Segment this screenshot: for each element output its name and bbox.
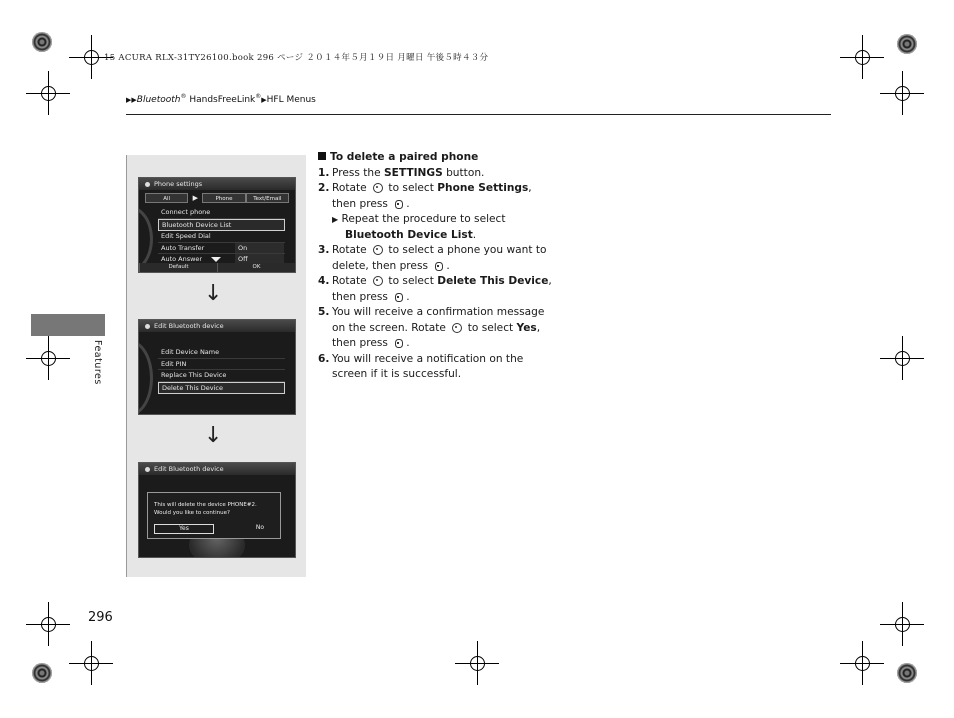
title-dot-icon [145, 467, 150, 472]
breadcrumb-arrows-icon: ▶▶ [126, 96, 137, 104]
breadcrumb-handsfreelink: HandsFreeLink [186, 95, 256, 105]
step-1: 1. Press the SETTINGS button. [318, 166, 485, 179]
instructions [318, 150, 558, 383]
breadcrumb-arrow-icon: ▶ [261, 96, 267, 104]
tab-arrow-icon: ▶ [192, 194, 199, 202]
corner-target-icon [32, 663, 52, 683]
title-dot-icon [145, 182, 150, 187]
ok-softkey: OK [217, 263, 295, 272]
selector-arc [138, 340, 153, 415]
press-knob-icon [393, 199, 404, 208]
corner-target-icon [32, 32, 52, 52]
edit-device-screen [138, 319, 296, 415]
page-number: 296 [88, 610, 113, 625]
file-header: 15 ACURA RLX-31TY26100.book 296 ページ ２０１４年５月１９日 月曜日 午後５時４３分 [104, 53, 489, 63]
tab-text-email: Text/Email [246, 193, 289, 203]
menu-row-delete-device: Delete This Device [158, 382, 285, 395]
header-rule [126, 114, 831, 115]
step-6: 6. You will receive a notification on the screen if it is successful. [318, 352, 524, 380]
section-tab [31, 314, 105, 336]
no-button: No [255, 524, 265, 531]
rotate-knob-icon [372, 183, 383, 192]
step-2: 2. Rotate to select Phone Settings, then press . [318, 182, 532, 210]
confirm-dialog [147, 492, 281, 539]
confirm-message: This will delete the device PHONE#2. Would you like to continue? [154, 502, 257, 516]
breadcrumb-hfl-menus: HFL Menus [266, 95, 316, 105]
rotate-knob-icon [372, 245, 383, 254]
screen-tabs [145, 193, 289, 203]
step-2-note: ▶ Repeat the procedure to select Bluetooth Device List. [332, 213, 506, 241]
menu-row-edit-pin: Edit PIN [158, 359, 285, 371]
down-arrow-icon: ↓ [204, 423, 223, 448]
menu-row-auto-transfer: Auto Transfer On [158, 243, 285, 255]
screen-title: Phone settings [139, 178, 295, 190]
edit-device-menu [158, 347, 285, 394]
corner-target-icon [897, 663, 917, 683]
breadcrumb-bluetooth: Bluetooth [136, 95, 181, 105]
square-bullet-icon [318, 152, 326, 160]
menu-row-edit-speed-dial: Edit Speed Dial [158, 231, 285, 243]
note-arrow-icon: ▶ [332, 215, 339, 224]
menu-row-auto-answer: Auto Answer Off [158, 254, 285, 266]
title-dot-icon [145, 324, 150, 329]
corner-target-icon [897, 34, 917, 54]
auto-transfer-value: On [235, 243, 284, 254]
breadcrumb: ▶▶Bluetooth® HandsFreeLink®▶HFL Menus [126, 93, 316, 105]
press-knob-icon [393, 292, 404, 301]
menu-row-replace-device: Replace This Device [158, 370, 285, 382]
scroll-down-icon [211, 257, 221, 262]
confirm-delete-screen [138, 462, 296, 558]
menu-row-bluetooth-device-list: Bluetooth Device List [158, 219, 285, 232]
settings-menu [158, 207, 285, 266]
tab-all: All [145, 193, 188, 203]
down-arrow-icon: ↓ [204, 281, 223, 306]
step-5: 5. You will receive a confirmation message on the screen. Rotate to select Yes, then press . [318, 306, 545, 349]
tab-phone: Phone [202, 193, 245, 203]
step-3: 3. Rotate to select a phone you want to delete, then press . [318, 244, 547, 272]
default-softkey: Default [139, 263, 217, 272]
phone-settings-screen [138, 177, 296, 273]
auto-answer-value: Off [235, 254, 284, 265]
yes-button: Yes [154, 524, 214, 534]
section-label: Features [92, 340, 103, 385]
press-knob-icon [433, 261, 444, 270]
menu-row-connect-phone: Connect phone [158, 207, 285, 219]
section-heading: To delete a paired phone [318, 150, 558, 166]
screen-title: Edit Bluetooth device [139, 463, 295, 475]
screen-bottom-bar [139, 263, 295, 272]
rotate-knob-icon [451, 323, 462, 332]
press-knob-icon [393, 338, 404, 347]
screenshot-panel [126, 155, 306, 577]
step-4: 4. Rotate to select Delete This Device, then press . [318, 275, 552, 303]
rotate-knob-icon [372, 276, 383, 285]
screen-title: Edit Bluetooth device [139, 320, 295, 332]
menu-row-edit-device-name: Edit Device Name [158, 347, 285, 359]
